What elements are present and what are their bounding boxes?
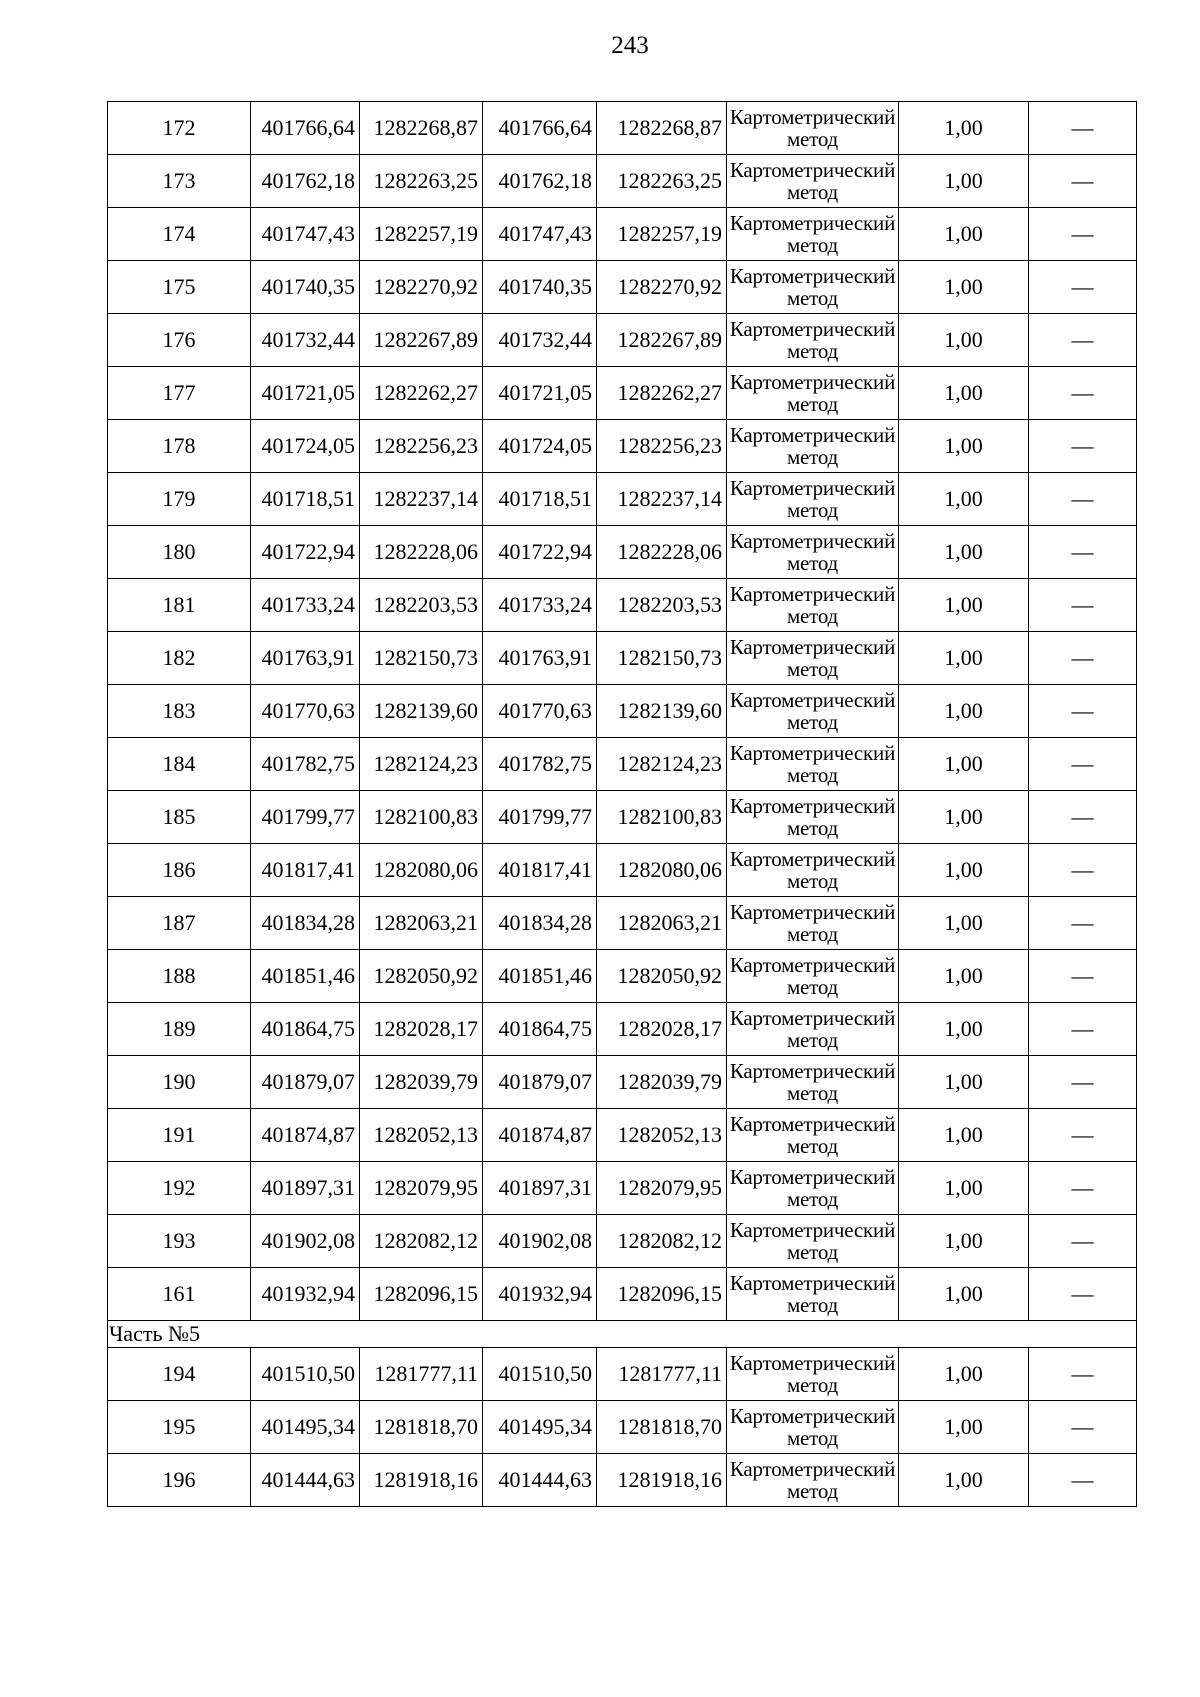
accuracy-cell: 1,00 (899, 1003, 1029, 1056)
method-cell: Картометрический метод (727, 1003, 899, 1056)
y-coordinate-existing-cell: 1282028,17 (360, 1003, 483, 1056)
x-coordinate-existing-cell: 401763,91 (251, 632, 360, 685)
y-coordinate-new-cell: 1282079,95 (597, 1162, 727, 1215)
method-cell: Картометрический метод (727, 791, 899, 844)
section-header-row (108, 1321, 1137, 1348)
table-row (108, 1109, 1137, 1162)
y-coordinate-existing-cell: 1282050,92 (360, 950, 483, 1003)
y-coordinate-existing-cell: 1282082,12 (360, 1215, 483, 1268)
x-coordinate-existing-cell: 401732,44 (251, 314, 360, 367)
accuracy-cell: 1,00 (899, 791, 1029, 844)
method-cell: Картометрический метод (727, 950, 899, 1003)
x-coordinate-existing-cell: 401740,35 (251, 261, 360, 314)
y-coordinate-new-cell: 1282063,21 (597, 897, 727, 950)
x-coordinate-existing-cell: 401834,28 (251, 897, 360, 950)
accuracy-cell: 1,00 (899, 155, 1029, 208)
point-number-cell: 180 (108, 526, 251, 579)
x-coordinate-new-cell: 401864,75 (483, 1003, 597, 1056)
y-coordinate-existing-cell: 1282267,89 (360, 314, 483, 367)
method-cell: Картометрический метод (727, 1348, 899, 1401)
note-cell: — (1029, 738, 1137, 791)
y-coordinate-existing-cell: 1282203,53 (360, 579, 483, 632)
y-coordinate-existing-cell: 1282270,92 (360, 261, 483, 314)
accuracy-cell: 1,00 (899, 526, 1029, 579)
x-coordinate-existing-cell: 401724,05 (251, 420, 360, 473)
point-number-cell: 183 (108, 685, 251, 738)
y-coordinate-existing-cell: 1282063,21 (360, 897, 483, 950)
y-coordinate-new-cell: 1282257,19 (597, 208, 727, 261)
x-coordinate-new-cell: 401733,24 (483, 579, 597, 632)
note-cell: — (1029, 155, 1137, 208)
accuracy-cell: 1,00 (899, 1162, 1029, 1215)
accuracy-cell: 1,00 (899, 632, 1029, 685)
accuracy-cell: 1,00 (899, 1109, 1029, 1162)
point-number-cell: 185 (108, 791, 251, 844)
accuracy-cell: 1,00 (899, 950, 1029, 1003)
accuracy-cell: 1,00 (899, 1056, 1029, 1109)
x-coordinate-existing-cell: 401718,51 (251, 473, 360, 526)
note-cell: — (1029, 102, 1137, 155)
y-coordinate-new-cell: 1282267,89 (597, 314, 727, 367)
table-row (108, 685, 1137, 738)
accuracy-cell: 1,00 (899, 1215, 1029, 1268)
method-cell: Картометрический метод (727, 1268, 899, 1321)
point-number-cell: 181 (108, 579, 251, 632)
y-coordinate-new-cell: 1282082,12 (597, 1215, 727, 1268)
x-coordinate-new-cell: 401747,43 (483, 208, 597, 261)
x-coordinate-existing-cell: 401879,07 (251, 1056, 360, 1109)
method-cell: Картометрический метод (727, 420, 899, 473)
x-coordinate-new-cell: 401766,64 (483, 102, 597, 155)
table-row (108, 526, 1137, 579)
x-coordinate-new-cell: 401724,05 (483, 420, 597, 473)
table-row (108, 367, 1137, 420)
x-coordinate-new-cell: 401721,05 (483, 367, 597, 420)
y-coordinate-new-cell: 1282150,73 (597, 632, 727, 685)
y-coordinate-existing-cell: 1282079,95 (360, 1162, 483, 1215)
x-coordinate-existing-cell: 401747,43 (251, 208, 360, 261)
note-cell: — (1029, 950, 1137, 1003)
point-number-cell: 177 (108, 367, 251, 420)
y-coordinate-existing-cell: 1282039,79 (360, 1056, 483, 1109)
method-cell: Картометрический метод (727, 155, 899, 208)
x-coordinate-new-cell: 401851,46 (483, 950, 597, 1003)
x-coordinate-existing-cell: 401902,08 (251, 1215, 360, 1268)
table-row (108, 261, 1137, 314)
note-cell: — (1029, 1268, 1137, 1321)
point-number-cell: 195 (108, 1401, 251, 1454)
table-row (108, 420, 1137, 473)
x-coordinate-new-cell: 401932,94 (483, 1268, 597, 1321)
x-coordinate-existing-cell: 401932,94 (251, 1268, 360, 1321)
note-cell: — (1029, 261, 1137, 314)
y-coordinate-existing-cell: 1282052,13 (360, 1109, 483, 1162)
method-cell: Картометрический метод (727, 632, 899, 685)
point-number-cell: 186 (108, 844, 251, 897)
method-cell: Картометрический метод (727, 1056, 899, 1109)
method-cell: Картометрический метод (727, 473, 899, 526)
table-row (108, 1348, 1137, 1401)
point-number-cell: 191 (108, 1109, 251, 1162)
x-coordinate-existing-cell: 401733,24 (251, 579, 360, 632)
note-cell: — (1029, 314, 1137, 367)
method-cell: Картометрический метод (727, 367, 899, 420)
x-coordinate-new-cell: 401444,63 (483, 1454, 597, 1507)
method-cell: Картометрический метод (727, 261, 899, 314)
x-coordinate-new-cell: 401782,75 (483, 738, 597, 791)
x-coordinate-existing-cell: 401510,50 (251, 1348, 360, 1401)
point-number-cell: 178 (108, 420, 251, 473)
point-number-cell: 187 (108, 897, 251, 950)
accuracy-cell: 1,00 (899, 314, 1029, 367)
note-cell: — (1029, 208, 1137, 261)
x-coordinate-existing-cell: 401817,41 (251, 844, 360, 897)
method-cell: Картометрический метод (727, 1401, 899, 1454)
table-row (108, 632, 1137, 685)
table-row (108, 1056, 1137, 1109)
table-row (108, 738, 1137, 791)
note-cell: — (1029, 367, 1137, 420)
x-coordinate-new-cell: 401834,28 (483, 897, 597, 950)
y-coordinate-new-cell: 1281818,70 (597, 1401, 727, 1454)
point-number-cell: 179 (108, 473, 251, 526)
method-cell: Картометрический метод (727, 1215, 899, 1268)
x-coordinate-new-cell: 401897,31 (483, 1162, 597, 1215)
x-coordinate-new-cell: 401770,63 (483, 685, 597, 738)
y-coordinate-new-cell: 1282028,17 (597, 1003, 727, 1056)
y-coordinate-new-cell: 1282100,83 (597, 791, 727, 844)
method-cell: Картометрический метод (727, 579, 899, 632)
table-row (108, 102, 1137, 155)
x-coordinate-new-cell: 401902,08 (483, 1215, 597, 1268)
y-coordinate-existing-cell: 1282139,60 (360, 685, 483, 738)
note-cell: — (1029, 1348, 1137, 1401)
table-row (108, 791, 1137, 844)
y-coordinate-new-cell: 1282268,87 (597, 102, 727, 155)
note-cell: — (1029, 420, 1137, 473)
note-cell: — (1029, 473, 1137, 526)
note-cell: — (1029, 1003, 1137, 1056)
method-cell: Картометрический метод (727, 1454, 899, 1507)
method-cell: Картометрический метод (727, 897, 899, 950)
accuracy-cell: 1,00 (899, 579, 1029, 632)
y-coordinate-new-cell: 1282228,06 (597, 526, 727, 579)
point-number-cell: 196 (108, 1454, 251, 1507)
point-number-cell: 161 (108, 1268, 251, 1321)
x-coordinate-existing-cell: 401851,46 (251, 950, 360, 1003)
y-coordinate-new-cell: 1282262,27 (597, 367, 727, 420)
point-number-cell: 189 (108, 1003, 251, 1056)
y-coordinate-new-cell: 1282237,14 (597, 473, 727, 526)
y-coordinate-existing-cell: 1281918,16 (360, 1454, 483, 1507)
note-cell: — (1029, 1215, 1137, 1268)
table-row (108, 1268, 1137, 1321)
accuracy-cell: 1,00 (899, 897, 1029, 950)
point-number-cell: 182 (108, 632, 251, 685)
y-coordinate-existing-cell: 1282080,06 (360, 844, 483, 897)
y-coordinate-existing-cell: 1282124,23 (360, 738, 483, 791)
x-coordinate-existing-cell: 401864,75 (251, 1003, 360, 1056)
point-number-cell: 192 (108, 1162, 251, 1215)
method-cell: Картометрический метод (727, 844, 899, 897)
accuracy-cell: 1,00 (899, 102, 1029, 155)
accuracy-cell: 1,00 (899, 367, 1029, 420)
note-cell: — (1029, 1056, 1137, 1109)
x-coordinate-existing-cell: 401782,75 (251, 738, 360, 791)
accuracy-cell: 1,00 (899, 738, 1029, 791)
table-row (108, 1215, 1137, 1268)
y-coordinate-new-cell: 1282096,15 (597, 1268, 727, 1321)
x-coordinate-existing-cell: 401770,63 (251, 685, 360, 738)
note-cell: — (1029, 685, 1137, 738)
accuracy-cell: 1,00 (899, 208, 1029, 261)
method-cell: Картометрический метод (727, 1162, 899, 1215)
accuracy-cell: 1,00 (899, 1454, 1029, 1507)
note-cell: — (1029, 844, 1137, 897)
table-row (108, 579, 1137, 632)
x-coordinate-existing-cell: 401897,31 (251, 1162, 360, 1215)
y-coordinate-new-cell: 1282039,79 (597, 1056, 727, 1109)
method-cell: Картометрический метод (727, 685, 899, 738)
method-cell: Картометрический метод (727, 1109, 899, 1162)
table-row (108, 1454, 1137, 1507)
point-number-cell: 190 (108, 1056, 251, 1109)
x-coordinate-existing-cell: 401762,18 (251, 155, 360, 208)
point-number-cell: 174 (108, 208, 251, 261)
point-number-cell: 193 (108, 1215, 251, 1268)
table-row (108, 314, 1137, 367)
point-number-cell: 176 (108, 314, 251, 367)
table-row (108, 1162, 1137, 1215)
table-row (108, 1401, 1137, 1454)
y-coordinate-new-cell: 1282124,23 (597, 738, 727, 791)
point-number-cell: 194 (108, 1348, 251, 1401)
note-cell: — (1029, 526, 1137, 579)
method-cell: Картометрический метод (727, 738, 899, 791)
note-cell: — (1029, 897, 1137, 950)
y-coordinate-existing-cell: 1282100,83 (360, 791, 483, 844)
x-coordinate-existing-cell: 401874,87 (251, 1109, 360, 1162)
y-coordinate-new-cell: 1282263,25 (597, 155, 727, 208)
note-cell: — (1029, 1162, 1137, 1215)
section-label: Часть №5 (108, 1321, 1137, 1348)
y-coordinate-new-cell: 1282203,53 (597, 579, 727, 632)
y-coordinate-existing-cell: 1281777,11 (360, 1348, 483, 1401)
table-row (108, 897, 1137, 950)
y-coordinate-new-cell: 1282256,23 (597, 420, 727, 473)
y-coordinate-existing-cell: 1282228,06 (360, 526, 483, 579)
accuracy-cell: 1,00 (899, 844, 1029, 897)
accuracy-cell: 1,00 (899, 1268, 1029, 1321)
y-coordinate-existing-cell: 1282263,25 (360, 155, 483, 208)
table-row (108, 1003, 1137, 1056)
point-number-cell: 184 (108, 738, 251, 791)
y-coordinate-existing-cell: 1282268,87 (360, 102, 483, 155)
method-cell: Картометрический метод (727, 102, 899, 155)
accuracy-cell: 1,00 (899, 473, 1029, 526)
y-coordinate-existing-cell: 1282096,15 (360, 1268, 483, 1321)
note-cell: — (1029, 1401, 1137, 1454)
y-coordinate-new-cell: 1282270,92 (597, 261, 727, 314)
point-number-cell: 188 (108, 950, 251, 1003)
x-coordinate-existing-cell: 401722,94 (251, 526, 360, 579)
x-coordinate-existing-cell: 401766,64 (251, 102, 360, 155)
y-coordinate-new-cell: 1282052,13 (597, 1109, 727, 1162)
x-coordinate-new-cell: 401740,35 (483, 261, 597, 314)
y-coordinate-new-cell: 1282050,92 (597, 950, 727, 1003)
x-coordinate-new-cell: 401510,50 (483, 1348, 597, 1401)
accuracy-cell: 1,00 (899, 685, 1029, 738)
y-coordinate-existing-cell: 1282256,23 (360, 420, 483, 473)
x-coordinate-existing-cell: 401721,05 (251, 367, 360, 420)
note-cell: — (1029, 791, 1137, 844)
note-cell: — (1029, 579, 1137, 632)
note-cell: — (1029, 1109, 1137, 1162)
table-row (108, 473, 1137, 526)
y-coordinate-existing-cell: 1281818,70 (360, 1401, 483, 1454)
table-row (108, 155, 1137, 208)
accuracy-cell: 1,00 (899, 1401, 1029, 1454)
x-coordinate-new-cell: 401722,94 (483, 526, 597, 579)
y-coordinate-existing-cell: 1282257,19 (360, 208, 483, 261)
page-number: 243 (611, 32, 649, 59)
x-coordinate-new-cell: 401495,34 (483, 1401, 597, 1454)
y-coordinate-new-cell: 1282080,06 (597, 844, 727, 897)
y-coordinate-new-cell: 1281777,11 (597, 1348, 727, 1401)
x-coordinate-new-cell: 401762,18 (483, 155, 597, 208)
y-coordinate-new-cell: 1281918,16 (597, 1454, 727, 1507)
x-coordinate-new-cell: 401732,44 (483, 314, 597, 367)
y-coordinate-existing-cell: 1282262,27 (360, 367, 483, 420)
method-cell: Картометрический метод (727, 526, 899, 579)
point-number-cell: 175 (108, 261, 251, 314)
accuracy-cell: 1,00 (899, 261, 1029, 314)
method-cell: Картометрический метод (727, 208, 899, 261)
y-coordinate-existing-cell: 1282150,73 (360, 632, 483, 685)
x-coordinate-existing-cell: 401495,34 (251, 1401, 360, 1454)
accuracy-cell: 1,00 (899, 1348, 1029, 1401)
x-coordinate-existing-cell: 401799,77 (251, 791, 360, 844)
table-row (108, 950, 1137, 1003)
x-coordinate-new-cell: 401718,51 (483, 473, 597, 526)
method-cell: Картометрический метод (727, 314, 899, 367)
x-coordinate-new-cell: 401799,77 (483, 791, 597, 844)
note-cell: — (1029, 632, 1137, 685)
table-row (108, 208, 1137, 261)
x-coordinate-new-cell: 401817,41 (483, 844, 597, 897)
x-coordinate-new-cell: 401763,91 (483, 632, 597, 685)
coordinates-table (107, 101, 1137, 1507)
point-number-cell: 173 (108, 155, 251, 208)
x-coordinate-existing-cell: 401444,63 (251, 1454, 360, 1507)
table-row (108, 844, 1137, 897)
accuracy-cell: 1,00 (899, 420, 1029, 473)
x-coordinate-new-cell: 401874,87 (483, 1109, 597, 1162)
note-cell: — (1029, 1454, 1137, 1507)
y-coordinate-existing-cell: 1282237,14 (360, 473, 483, 526)
point-number-cell: 172 (108, 102, 251, 155)
y-coordinate-new-cell: 1282139,60 (597, 685, 727, 738)
coordinates-table-body (108, 102, 1137, 1507)
x-coordinate-new-cell: 401879,07 (483, 1056, 597, 1109)
